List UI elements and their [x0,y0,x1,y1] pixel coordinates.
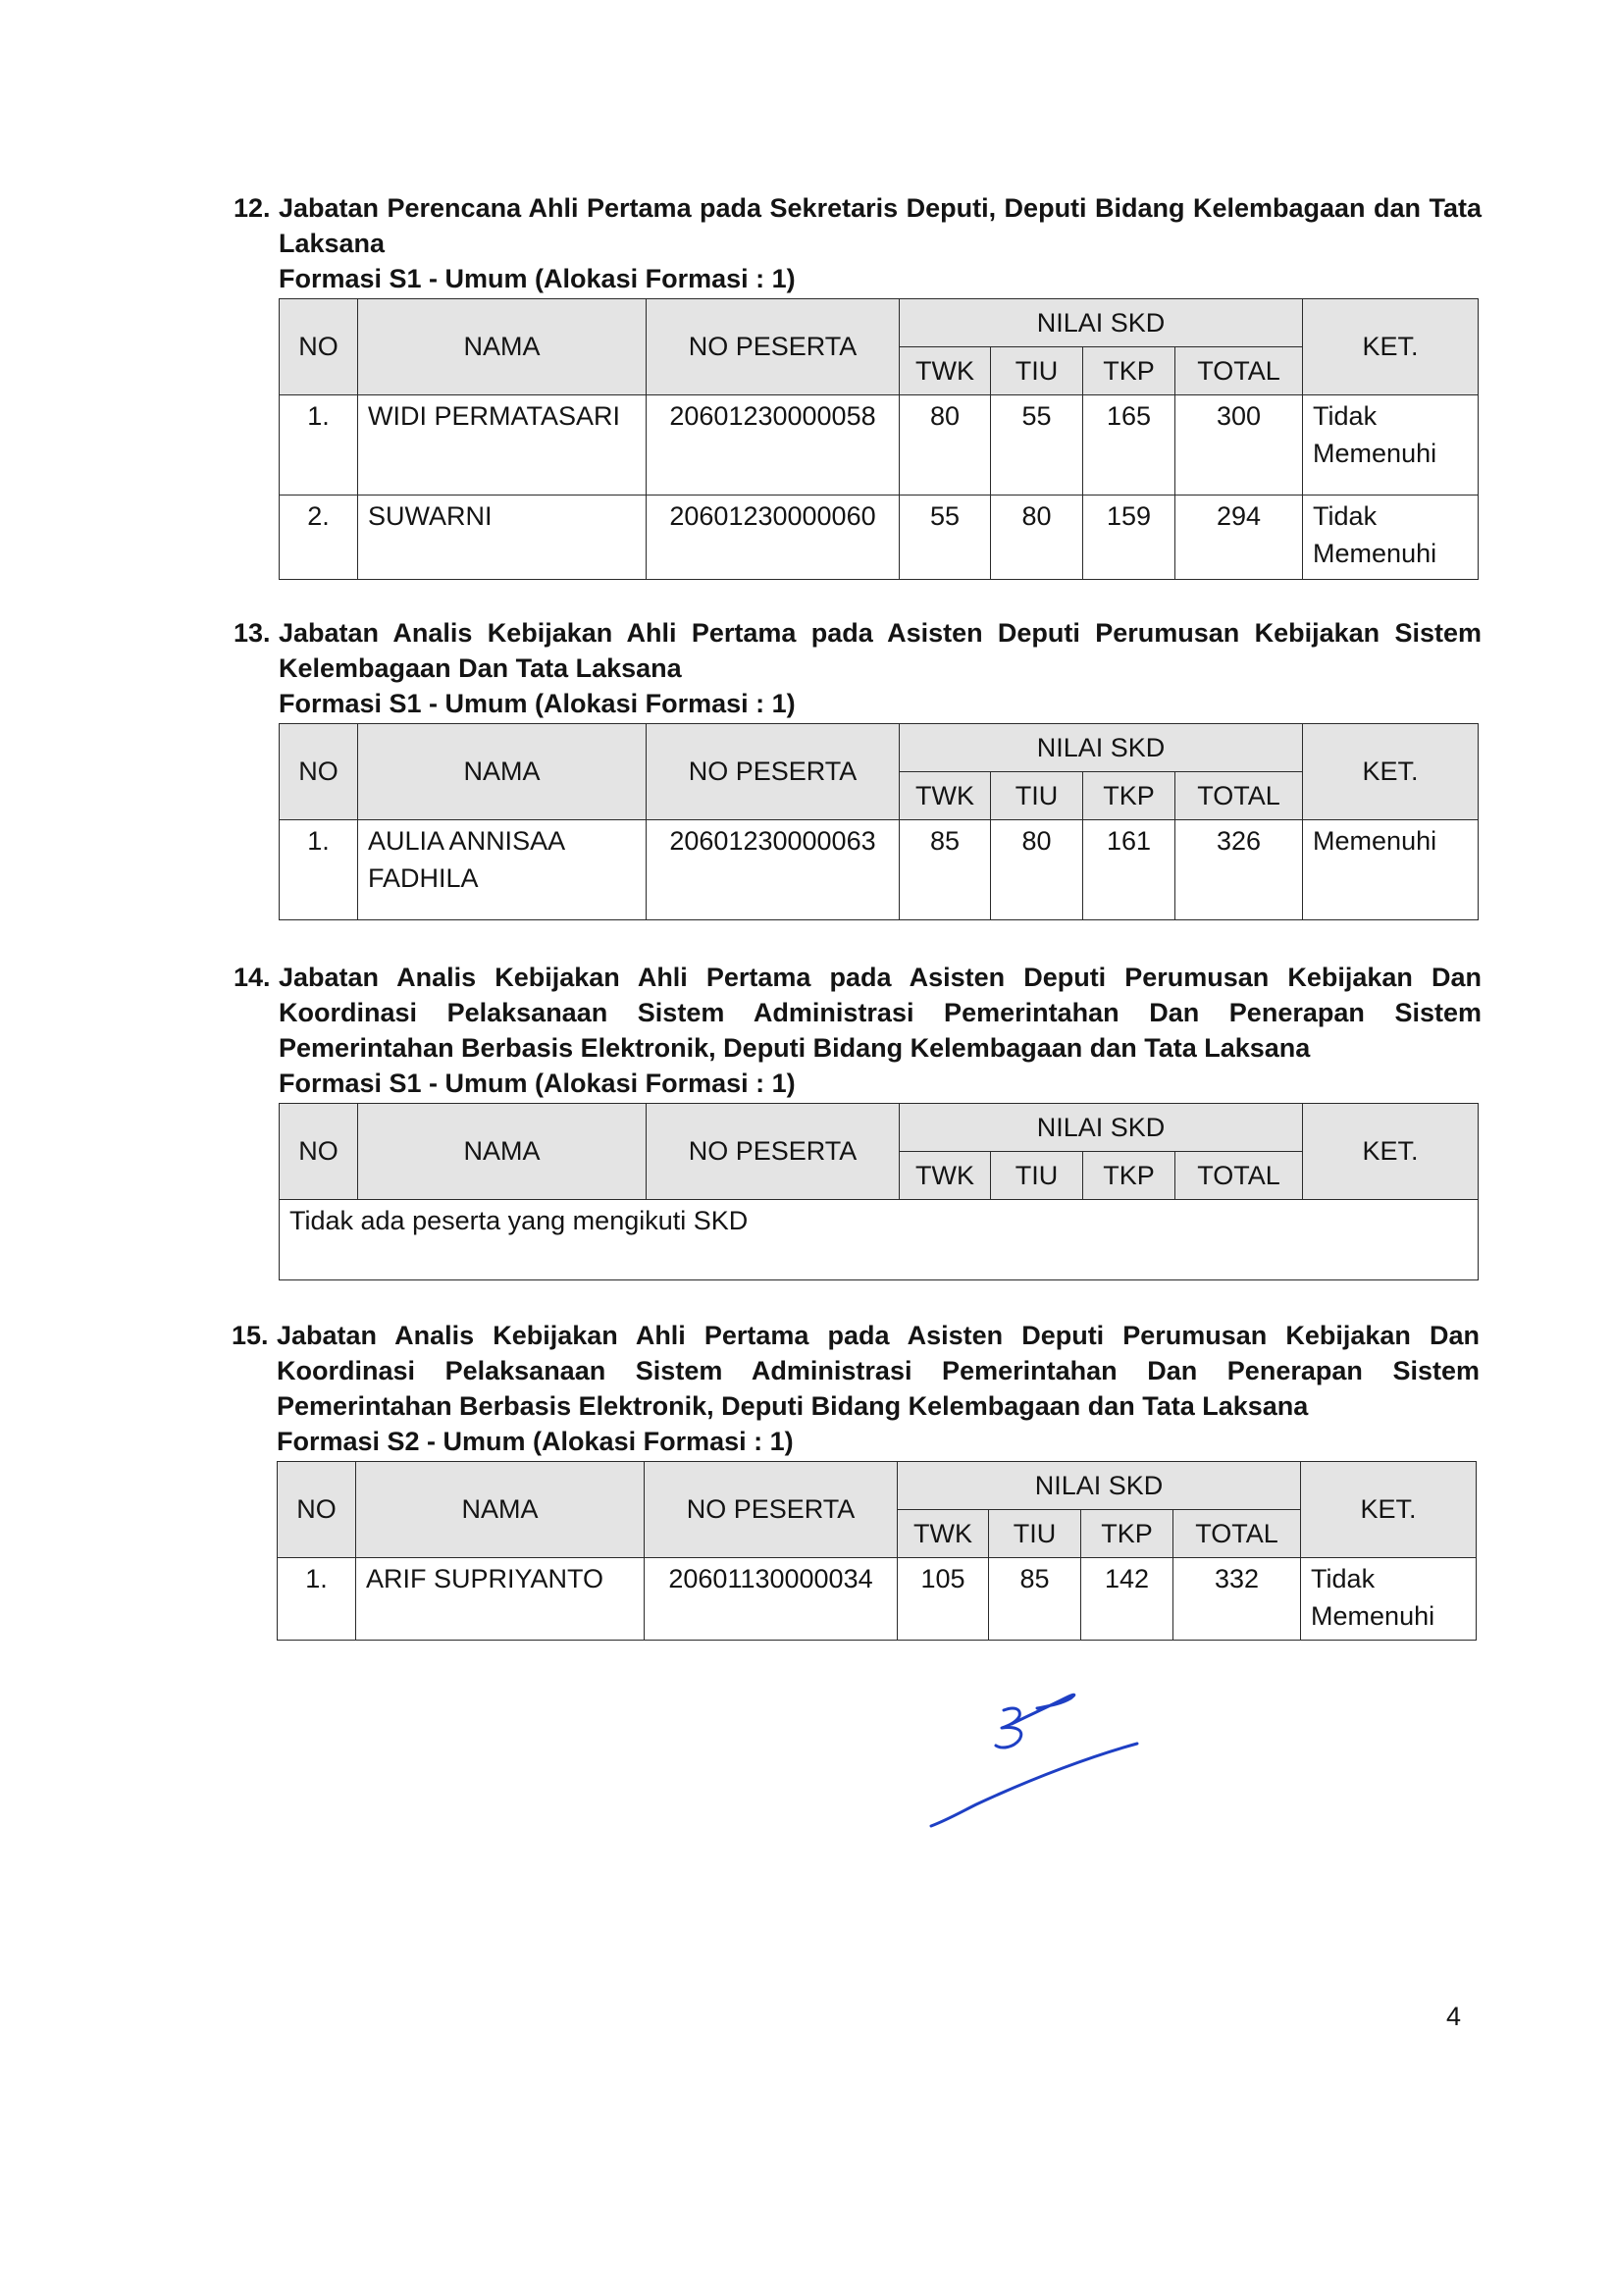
formasi-label: Formasi S1 - Umum (Alokasi Formasi : 1) [279,264,796,293]
cell-ket: Tidak Memenuhi [1301,1558,1477,1641]
cell-tkp: 159 [1083,496,1175,580]
section-title: Jabatan Analis Kebijakan Ahli Pertama pada Asisten Deputi Perumusan Kebijakan Sistem Kelembagaan Dan Tata Laksana [279,618,1482,683]
page-number: 4 [1446,2002,1462,2031]
header-nama: NAMA [356,1462,645,1558]
header-ket: KET. [1303,1104,1479,1200]
header-ket: KET. [1303,299,1479,395]
section-heading [234,615,1482,686]
table-row [280,1200,1479,1280]
header-no-peserta: NO PESERTA [647,1104,900,1200]
cell-nama: WIDI PERMATASARI [358,395,647,496]
header-total: TOTAL [1173,1510,1301,1558]
header-nilai-skd: NILAI SKD [900,724,1303,772]
header-no: NO [280,724,358,820]
cell-total: 326 [1175,820,1303,920]
header-twk: TWK [900,772,991,820]
signature-stroke [931,1744,1137,1826]
cell-total: 332 [1173,1558,1301,1641]
header-total: TOTAL [1175,772,1303,820]
empty-note: Tidak ada peserta yang mengikuti SKD [280,1200,1479,1280]
section-number: 13. [234,618,271,648]
header-no-peserta: NO PESERTA [645,1462,898,1558]
formasi-label: Formasi S1 - Umum (Alokasi Formasi : 1) [279,1069,796,1098]
header-tkp: TKP [1081,1510,1173,1558]
section-heading [232,1318,1480,1424]
cell-tkp: 165 [1083,395,1175,496]
header-twk: TWK [900,1152,991,1200]
header-twk: TWK [898,1510,989,1558]
section-12 [234,190,1482,580]
cell-no-peserta: 20601230000063 [647,820,900,920]
cell-twk: 55 [900,496,991,580]
cell-no: 1. [280,395,358,496]
header-tkp: TKP [1083,772,1175,820]
cell-no-peserta: 20601130000034 [645,1558,898,1641]
results-table [279,298,1479,580]
section-14 [234,960,1482,1280]
section-title: Jabatan Perencana Ahli Pertama pada Sekretaris Deputi, Deputi Bidang Kelembagaan dan Tata Laksana [279,193,1482,258]
table-row [280,395,1479,496]
header-no: NO [278,1462,356,1558]
cell-ket: Tidak Memenuhi [1303,496,1479,580]
section-heading [234,960,1482,1066]
header-nama: NAMA [358,1104,647,1200]
header-nama: NAMA [358,724,647,820]
cell-no: 1. [278,1558,356,1641]
cell-twk: 80 [900,395,991,496]
table-row [278,1558,1477,1641]
table-row [280,496,1479,580]
cell-ket: Memenuhi [1303,820,1479,920]
section-number: 14. [234,963,271,992]
cell-no: 2. [280,496,358,580]
section-15 [232,1318,1480,1641]
cell-nama: SUWARNI [358,496,647,580]
header-nilai-skd: NILAI SKD [900,299,1303,347]
header-tiu: TIU [989,1510,1081,1558]
section-number: 15. [232,1321,269,1350]
cell-tiu: 55 [991,395,1083,496]
cell-total: 294 [1175,496,1303,580]
formasi-label: Formasi S2 - Umum (Alokasi Formasi : 1) [277,1427,794,1456]
cell-no-peserta: 20601230000058 [647,395,900,496]
section-13 [234,615,1482,920]
header-no-peserta: NO PESERTA [647,299,900,395]
section-heading [234,190,1482,261]
header-no: NO [280,1104,358,1200]
cell-total: 300 [1175,395,1303,496]
header-nilai-skd: NILAI SKD [898,1462,1301,1510]
signature-stroke [1012,1695,1074,1724]
header-total: TOTAL [1175,347,1303,395]
cell-twk: 85 [900,820,991,920]
results-table [279,723,1479,920]
header-total: TOTAL [1175,1152,1303,1200]
cell-tiu: 85 [989,1558,1081,1641]
header-tkp: TKP [1083,1152,1175,1200]
formasi-label: Formasi S1 - Umum (Alokasi Formasi : 1) [279,689,796,718]
results-table [279,1103,1479,1280]
cell-twk: 105 [898,1558,989,1641]
table-row [280,820,1479,920]
cell-no: 1. [280,820,358,920]
cell-tkp: 142 [1081,1558,1173,1641]
signature-mark [917,1683,1153,1850]
cell-tiu: 80 [991,496,1083,580]
section-title: Jabatan Analis Kebijakan Ahli Pertama pada Asisten Deputi Perumusan Kebijakan Dan Koordinasi Pelaksanaan Sistem Administrasi Pemerintahan Dan Penerapan Sistem Pemerintahan Berbasis Elektronik, Deputi Bidang Kelembagaan dan Tata Laksana [277,1321,1480,1421]
header-no-peserta: NO PESERTA [647,724,900,820]
header-no: NO [280,299,358,395]
cell-tkp: 161 [1083,820,1175,920]
section-number: 12. [234,193,271,223]
cell-no-peserta: 20601230000060 [647,496,900,580]
results-table [277,1461,1477,1641]
header-nilai-skd: NILAI SKD [900,1104,1303,1152]
header-ket: KET. [1301,1462,1477,1558]
header-tiu: TIU [991,1152,1083,1200]
cell-nama: ARIF SUPRIYANTO [356,1558,645,1641]
section-title: Jabatan Analis Kebijakan Ahli Pertama pada Asisten Deputi Perumusan Kebijakan Dan Koordinasi Pelaksanaan Sistem Administrasi Pemerintahan Dan Penerapan Sistem Pemerintahan Berbasis Elektronik, Deputi Bidang Kelembagaan dan Tata Laksana [279,963,1482,1063]
header-ket: KET. [1303,724,1479,820]
header-twk: TWK [900,347,991,395]
cell-tiu: 80 [991,820,1083,920]
header-nama: NAMA [358,299,647,395]
signature-stroke [996,1708,1021,1748]
cell-nama: AULIA ANNISAA FADHILA [358,820,647,920]
header-tiu: TIU [991,772,1083,820]
cell-ket: Tidak Memenuhi [1303,395,1479,496]
header-tkp: TKP [1083,347,1175,395]
header-tiu: TIU [991,347,1083,395]
